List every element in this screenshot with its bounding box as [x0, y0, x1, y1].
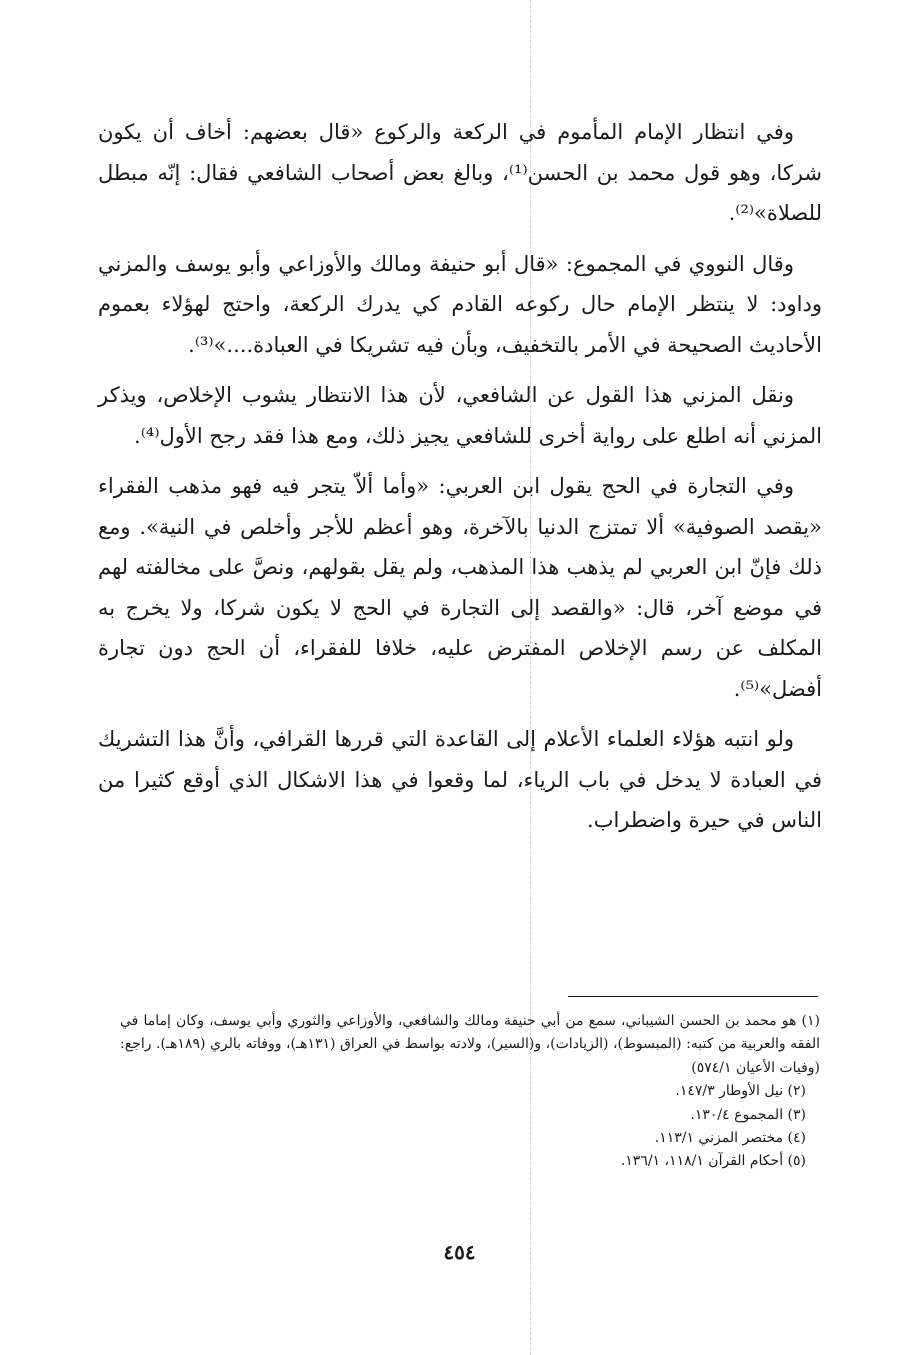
footnote-4: (٤) مختصر المزني ١١٣/١.: [654, 1130, 806, 1147]
paragraph-5: ولو انتبه هؤلاء العلماء الأعلام إلى القاعدة التي قررها القرافي، وأنَّ هذا التشريك في العبادة لا يدخل في باب الرياء، لما وقعوا في هذا الاشكال الذي أوقع كثيرا من الناس في حيرة واضطراب.: [98, 727, 822, 832]
main-text: [98, 112, 822, 841]
page-number: ٤٥٤: [443, 1240, 476, 1264]
footnote-3: (٣) المجموع ١٣٠/٤.: [690, 1106, 806, 1123]
footnote-2: (٢) نيل الأوطار ١٤٧/٣.: [675, 1083, 806, 1100]
footnotes: [120, 1010, 820, 1174]
paragraph-2: وقال النووي في المجموع: «قال أبو حنيفة ومالك والأوزاعي وأبو يوسف والمزني وداود: لا ينتظر الإمام حال ركوعه القادم كي يدرك الركعة، واحتج لهؤلاء بعموم الأحاديث الصحيحة في الأمر بالتخفيف، وبأن فيه تشريكا في العبادة....»⁽³⁾.: [98, 251, 822, 357]
paragraph-3: ونقل المزني هذا القول عن الشافعي، لأن هذا الانتظار يشوب الإخلاص، ويذكر المزني أنه اطلع على رواية أخرى للشافعي يجيز ذلك، ومع هذا فقد رجح الأول⁽⁴⁾.: [98, 383, 822, 448]
footnote-separator: [568, 996, 818, 997]
paragraph-1: وفي انتظار الإمام المأموم في الركعة والركوع «قال بعضهم: أخاف أن يكون شركا، وهو قول محمد بن الحسن⁽¹⁾، وبالغ بعض أصحاب الشافعي فقال: إنّه مبطل للصلاة»⁽²⁾.: [98, 120, 822, 225]
paragraph-4: وفي التجارة في الحج يقول ابن العربي: «وأما ألاّ يتجر فيه فهو مذهب الفقراء «يقصد الصوفية» ألا تمتزج الدنيا بالآخرة، وهو أعظم للأجر وأخلص في النية». ومع ذلك فإنّ ابن العربي لم يذهب هذا المذهب، ولم يقل بقولهم، ونصَّ على مخالفته لهم في موضع آخر، قال: «والقصد إلى التجارة في الحج لا يكون شركا، ولا يخرج به المكلف عن رسم الإخلاص المفترض عليه، خلافا للفقراء، أن الحج دون تجارة أفضل»⁽⁵⁾.: [98, 474, 822, 701]
footnote-1: (١) هو محمد بن الحسن الشيباني، سمع من أبي حنيفة ومالك والشافعي، والأوزاعي والثوري وأبي يوسف، وكان إماما في الفقه والعربية من كتبه: (المبسوط)، (الزيادات)، و(السير)، ولادته بواسط في العراق (١٣١هـ)، ووفاته بالري (١٨٩هـ). راجع: (وفيات الأعيان ٥٧٤/١): [120, 1013, 820, 1076]
footnote-5: (٥) أحكام القرآن ١١٨/١، ١٣٦/١.: [620, 1153, 806, 1170]
